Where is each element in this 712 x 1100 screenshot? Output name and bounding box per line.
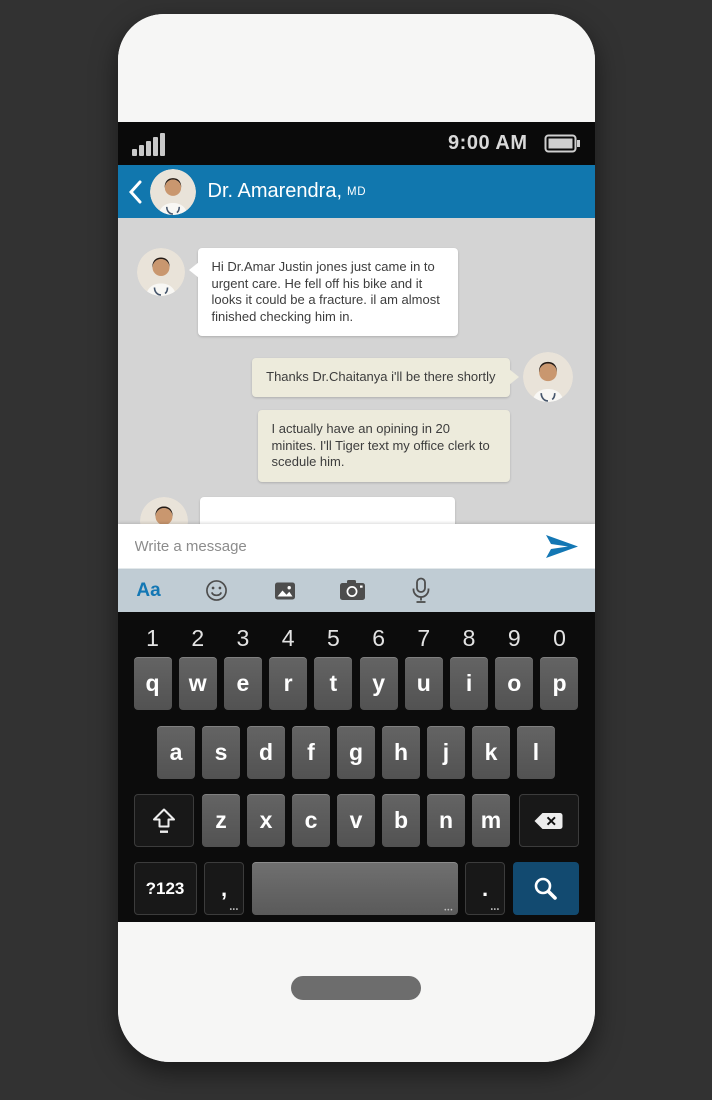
keyboard-letters-zxcvbnm: [202, 794, 510, 847]
virtual-keyboard: [118, 612, 595, 922]
keyboard-row-action: [134, 862, 579, 915]
message-bubble-incoming: Hi Dr.Amar Justin jones just came in to urgent care. He fell off his bike and it looks it could be a fracture. il am almost finished checking him in.: [198, 248, 458, 336]
smiley-icon: [204, 578, 229, 603]
key-h[interactable]: h: [382, 726, 420, 779]
key-6[interactable]: 6: [372, 625, 385, 651]
message-row-incoming: [118, 248, 595, 336]
message-bubble-outgoing: I actually have an opining in 20 minites. I'll Tiger text my office clerk to scedule him.: [258, 410, 510, 482]
key-l[interactable]: l: [517, 726, 555, 779]
keyboard-row-home: [157, 726, 555, 779]
key-f[interactable]: f: [292, 726, 330, 779]
battery-icon: [544, 134, 581, 153]
key-z[interactable]: z: [202, 794, 240, 847]
key-0[interactable]: 0: [553, 625, 566, 651]
send-icon: [544, 533, 580, 560]
key-e[interactable]: e: [224, 657, 262, 710]
conversation-header: [118, 165, 595, 218]
key-v[interactable]: v: [337, 794, 375, 847]
key-s[interactable]: s: [202, 726, 240, 779]
home-indicator[interactable]: [291, 976, 421, 1000]
camera-icon: [339, 579, 366, 602]
contact-name: Dr. Amarendra,: [207, 180, 343, 202]
key-o[interactable]: o: [495, 657, 533, 710]
period-key[interactable]: . •••: [465, 862, 505, 915]
key-w[interactable]: w: [179, 657, 217, 710]
text-format-button[interactable]: Aa: [136, 579, 161, 601]
space-key[interactable]: [252, 862, 458, 915]
key-a[interactable]: a: [157, 726, 195, 779]
backspace-key[interactable]: [519, 794, 579, 847]
key-1[interactable]: 1: [146, 625, 159, 651]
message-row-outgoing: [118, 358, 595, 402]
composer-toolbar: [118, 568, 595, 612]
message-row-outgoing: [118, 410, 595, 482]
voice-button[interactable]: [406, 577, 436, 604]
key-r[interactable]: r: [269, 657, 307, 710]
attach-image-button[interactable]: [270, 579, 300, 603]
search-icon: [531, 874, 560, 903]
phone-frame: [118, 14, 595, 1062]
comma-key[interactable]: , •••: [204, 862, 244, 915]
message-bubble-incoming: [200, 497, 455, 525]
message-list[interactable]: [118, 218, 595, 524]
message-input[interactable]: [133, 537, 536, 556]
image-icon: [273, 579, 297, 603]
key-b[interactable]: b: [382, 794, 420, 847]
camera-button[interactable]: [338, 579, 368, 602]
key-c[interactable]: c: [292, 794, 330, 847]
sender-avatar: [140, 497, 188, 525]
key-4[interactable]: 4: [281, 625, 295, 651]
key-g[interactable]: g: [337, 726, 375, 779]
contact-credentials: MD: [347, 185, 367, 198]
keyboard-row-bottom: [134, 794, 579, 847]
key-x[interactable]: x: [247, 794, 285, 847]
signal-strength-icon: [132, 132, 165, 156]
back-button[interactable]: [128, 179, 146, 205]
own-avatar: [523, 352, 573, 402]
key-j[interactable]: j: [427, 726, 465, 779]
shift-icon: [149, 806, 179, 836]
key-n[interactable]: n: [427, 794, 465, 847]
keyboard-number-row: [134, 620, 579, 656]
contact-avatar[interactable]: [150, 169, 196, 215]
key-u[interactable]: u: [405, 657, 443, 710]
message-composer: [118, 524, 595, 568]
key-t[interactable]: t: [314, 657, 352, 710]
key-k[interactable]: k: [472, 726, 510, 779]
key-q[interactable]: q: [134, 657, 172, 710]
key-8[interactable]: 8: [462, 625, 476, 651]
key-5[interactable]: 5: [326, 625, 340, 651]
shift-key[interactable]: [134, 794, 194, 847]
status-bar: [118, 122, 595, 165]
message-bubble-outgoing: Thanks Dr.Chaitanya i'll be there shortly: [252, 358, 509, 397]
key-i[interactable]: i: [450, 657, 488, 710]
send-button[interactable]: [544, 533, 580, 560]
symbols-key[interactable]: ?123: [134, 862, 197, 915]
clock-time: 9:00 AM: [448, 132, 528, 154]
key-7[interactable]: 7: [417, 625, 431, 651]
message-row-incoming-partial: [118, 497, 595, 525]
emoji-button[interactable]: [202, 578, 232, 603]
sender-avatar: [137, 248, 185, 296]
keyboard-row-top: [134, 657, 579, 710]
key-3[interactable]: 3: [236, 625, 250, 651]
key-y[interactable]: y: [360, 657, 398, 710]
key-d[interactable]: d: [247, 726, 285, 779]
key-2[interactable]: 2: [191, 625, 205, 651]
backspace-icon: [533, 811, 564, 831]
key-9[interactable]: 9: [507, 625, 521, 651]
key-p[interactable]: p: [540, 657, 578, 710]
key-m[interactable]: m: [472, 794, 510, 847]
microphone-icon: [410, 577, 432, 604]
phone-bottom-bezel: [118, 922, 595, 1062]
search-key[interactable]: [513, 862, 579, 915]
phone-top-bezel: [118, 14, 595, 122]
